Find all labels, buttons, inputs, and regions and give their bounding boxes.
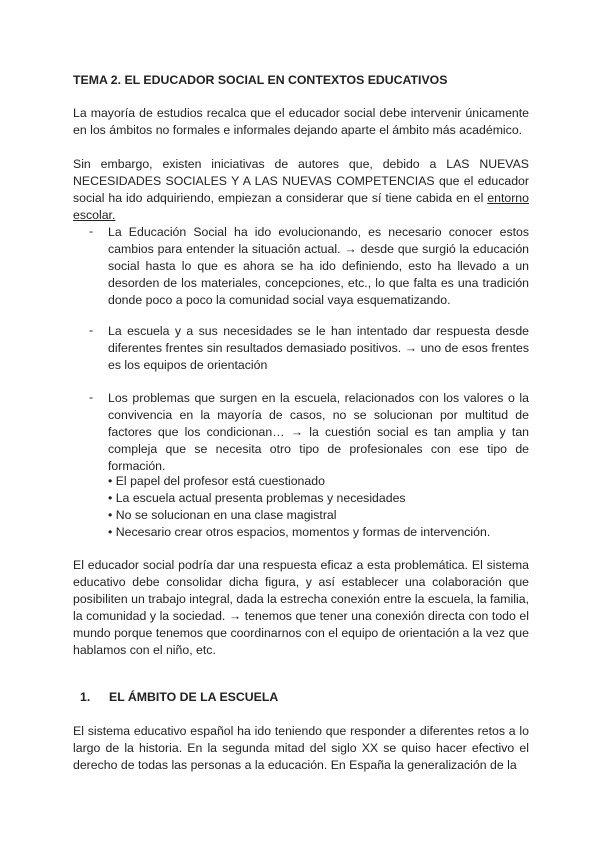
sub-list xyxy=(108,473,529,541)
sub-list-item: • Necesario crear otros espacios, momentos y formas de intervención. xyxy=(108,525,491,539)
paragraph-intro: La mayoría de estudios recalca que el educador social debe intervenir únicamente en los ámbitos no formales e informales dejando aparte el ámbito más académico. xyxy=(73,106,529,137)
section-number: 1. xyxy=(80,690,91,704)
paragraph-sin-embargo-text: Sin embargo, existen iniciativas de autores que, debido a LAS NUEVAS NECESIDADES SOCIALES Y A LAS NUEVAS COMPETENCIAS que el educador social ha ido adquiriendo, empiezan a considerar que sí tiene cabida en el xyxy=(73,157,529,205)
paragraph-sin-embargo xyxy=(73,156,529,224)
list-dash: - xyxy=(89,390,94,404)
list-dash: - xyxy=(89,224,94,238)
sub-list-item: • La escuela actual presenta problemas y necesidades xyxy=(108,491,406,505)
paragraph-educador: El educador social podría dar una respuesta eficaz a esta problemática. El sistema educativo debe consolidar dicha figura, y así establecer una colaboración que posibiliten un trabajo integral, dada la estrecha conexión entre la escuela, la familia, la comunidad y la sociedad. → tenemos que tener una conexión directa con todo el mundo porque tenemos que coordinarnos con el equipo de orientación a la vez que hablamos con el niño, etc. xyxy=(73,558,529,657)
underlined-text: entorno escolar. xyxy=(73,191,529,222)
section-title: EL ÁMBITO DE LA ESCUELA xyxy=(109,690,279,704)
sub-list-item: • No se solucionan en una clase magistral xyxy=(108,508,337,522)
page-title: TEMA 2. EL EDUCADOR SOCIAL EN CONTEXTOS EDUCATIVOS xyxy=(73,73,448,87)
list-dash: - xyxy=(89,323,94,337)
list-item: La escuela y a sus necesidades se le han intentado dar respuesta desde diferentes frentes sin resultados demasiado positivos. → uno de esos frentes es los equipos de orientación xyxy=(108,324,529,372)
paragraph-sistema: El sistema educativo español ha ido teniendo que responder a diferentes retos a lo largo de la historia. En la segunda mitad del siglo XX se quiso hacer efectivo el derecho de todas las personas a la educación. En España la generalización de la xyxy=(73,724,529,772)
list-item: La Educación Social ha ido evolucionando, es necesario conocer estos cambios para entender la situación actual. → desde que surgió la educación social hasta lo que es ahora se ha ido definiendo, esto ha llevado a un desorden de los materiales, concepciones, etc., lo que falta es una tradición donde poco a poco la comunidad social vaya esquematizando. xyxy=(108,225,529,307)
sub-list-item: • El papel del profesor está cuestionado xyxy=(108,474,325,488)
list-item: Los problemas que surgen en la escuela, relacionados con los valores o la convivencia en la mayoría de casos, no se solucionan por multitud de factores que los condicionan… → la cuestión social es tan amplia y tan compleja que se necesita otro tipo de profesionales con ese tipo de formación. xyxy=(108,391,529,473)
